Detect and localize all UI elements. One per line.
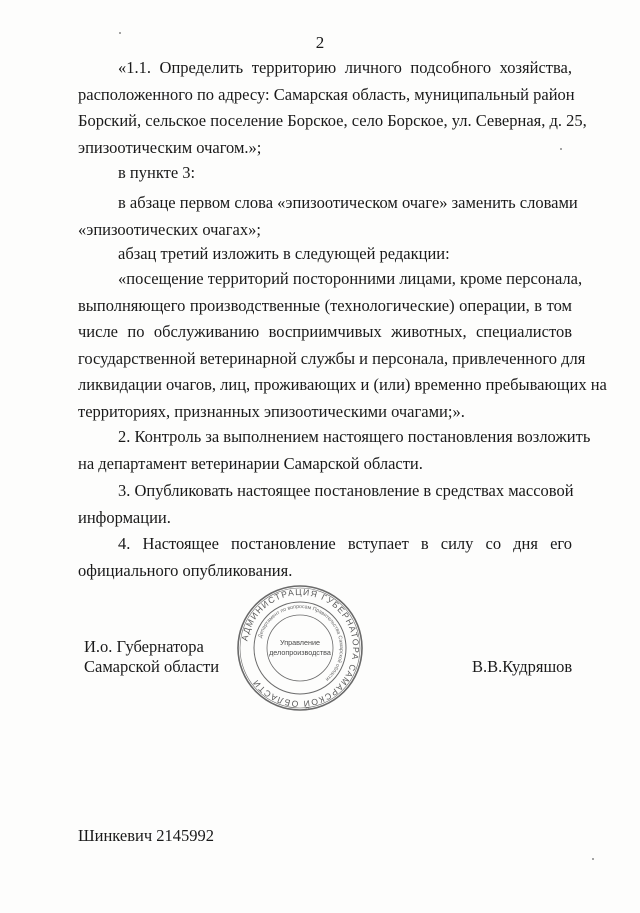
text-line: в абзаце первом слова «эпизоотическом очаге» заменить словами: [118, 193, 578, 212]
scan-speck: [119, 32, 121, 34]
text-line: 2. Контроль за выполнением настоящего постановления возложить: [118, 427, 591, 446]
text-line: эпизоотическим очагом.»;: [78, 137, 262, 157]
executor-note: Шинкевич 2145992: [78, 826, 215, 845]
scan-speck: [560, 148, 562, 150]
scan-speck: [592, 858, 594, 860]
text-line: «посещение территорий посторонними лицами, кроме персонала,: [118, 269, 583, 288]
text-line: «1.1. Определить территорию личного подсобного хозяйства,: [118, 58, 572, 77]
official-stamp: [236, 584, 364, 712]
paragraph-control: [78, 424, 591, 477]
text-line: 4. Настоящее постановление вступает в силу со дня его: [118, 534, 572, 553]
paragraph-new-wording: [78, 266, 607, 425]
text-line: территориях, признанных эпизоотическими очагами;».: [78, 401, 465, 421]
stamp-outer-text: АДМИНИСТРАЦИЯ ГУБЕРНАТОРА САМАРСКОЙ ОБЛАСТИ: [239, 586, 362, 710]
text-line: выполняющего производственные (технологические) операции, в том: [78, 295, 572, 315]
paragraph-item-3: [78, 160, 572, 187]
signer-name: В.В.Кудряшов: [472, 657, 573, 676]
paragraph-publish: [78, 478, 572, 531]
text-line: «эпизоотических очагах»;: [78, 219, 261, 239]
text-line: 3. Опубликовать настоящее постановление в средствах массовой: [118, 481, 574, 500]
page-number: 2: [315, 33, 325, 52]
paragraph-first-abzac: [78, 190, 578, 243]
text-line: информации.: [78, 507, 171, 527]
text-line: на департамент ветеринарии Самарской области.: [78, 453, 423, 473]
text-line: Борский, сельское поселение Борское, село Борское, ул. Северная, д. 25,: [78, 111, 587, 130]
text-line: государственной ветеринарной службы и персонала, привлеченного для: [78, 348, 586, 368]
paragraph-1-1: [78, 55, 587, 161]
text-line: абзац третий изложить в следующей редакции:: [118, 244, 450, 263]
signer-title: [84, 637, 219, 677]
text-line: расположенного по адресу: Самарская область, муниципальный район: [78, 84, 575, 104]
signer-title-line: Самарской области: [84, 657, 220, 676]
stamp-inner-text: Департамент по вопросам Правительства Самарской области: [257, 603, 345, 683]
text-line: официального опубликования.: [78, 560, 293, 580]
signer-title-line: И.о. Губернатора: [84, 637, 204, 656]
text-line: в пункте 3:: [118, 163, 196, 182]
paragraph-third-abzac: [78, 241, 572, 268]
paragraph-effect: [78, 531, 572, 584]
stamp-center-line: делопроизводства: [269, 648, 331, 657]
text-line: ликвидации очагов, лиц, проживающих и (или) временно пребывающих на: [78, 375, 607, 394]
stamp-center-line: Управление: [280, 638, 320, 647]
text-line: числе по обслуживанию восприимчивых животных, специалистов: [78, 322, 572, 341]
